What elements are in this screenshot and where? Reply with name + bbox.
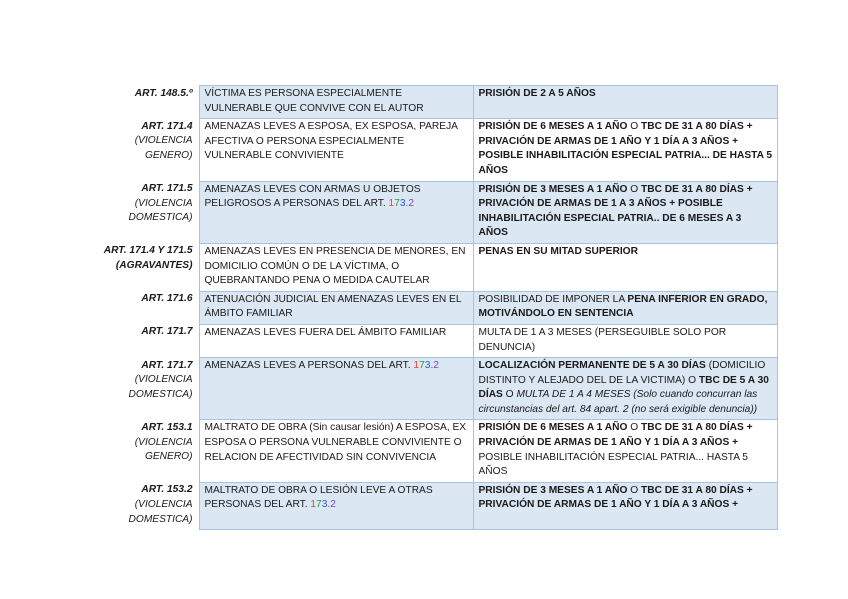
table-row (84, 119, 777, 181)
article-cell: ART. 171.6 (84, 291, 199, 324)
table-row (84, 482, 777, 529)
description-cell: AMENAZAS LEVES FUERA DEL ÁMBITO FAMILIAR (199, 324, 473, 357)
penalties-table (84, 85, 778, 530)
penalty-cell: PRISIÓN DE 3 MESES A 1 AÑO O TBC DE 31 A 80 DÍAS + PRIVACIÓN DE ARMAS DE 1 A 3 AÑOS + POSIBLE INHABILITACIÓN ESPECIAL PATRIA.. DE 6 MESES A 3 AÑOS (473, 181, 777, 243)
article-cell: ART. 171.4 (VIOLENCIA GENERO) (84, 119, 199, 181)
description-cell: ATENUACIÓN JUDICIAL EN AMENAZAS LEVES EN EL ÁMBITO FAMILIAR (199, 291, 473, 324)
description-cell: AMENAZAS LEVES EN PRESENCIA DE MENORES, EN DOMICILIO COMÚN O DE LA VÍCTIMA, O QUEBRANTANDO PENA O MEDIDA CAUTELAR (199, 243, 473, 291)
penalties-table-body (84, 86, 777, 530)
table-row (84, 243, 777, 291)
table-row (84, 420, 777, 482)
description-cell: MALTRATO DE OBRA (Sin causar lesión) A ESPOSA, EX ESPOSA O PERSONA VULNERABLE CONVIVIENTE O RELACION DE AFECTIVIDAD SIN CONVIVENCIA (199, 420, 473, 482)
description-cell: MALTRATO DE OBRA O LESIÓN LEVE A OTRAS PERSONAS DEL ART. 173.2 (199, 482, 473, 529)
table-row (84, 86, 777, 119)
penalty-cell: MULTA DE 1 A 3 MESES (PERSEGUIBLE SOLO POR DENUNCIA) (473, 324, 777, 357)
description-cell: AMENAZAS LEVES A ESPOSA, EX ESPOSA, PAREJA AFECTIVA O PERSONA ESPECIALMENTE VULNERABLE CONVIVIENTE (199, 119, 473, 181)
article-cell: ART. 153.2 (VIOLENCIA DOMESTICA) (84, 482, 199, 529)
penalty-cell: POSIBILIDAD DE IMPONER LA PENA INFERIOR EN GRADO, MOTIVÁNDOLO EN SENTENCIA (473, 291, 777, 324)
article-cell: ART. 171.7 (VIOLENCIA DOMESTICA) (84, 358, 199, 420)
penalty-cell: PRISIÓN DE 2 A 5 AÑOS (473, 86, 777, 119)
penalty-cell: PRISIÓN DE 3 MESES A 1 AÑO O TBC DE 31 A 80 DÍAS + PRIVACIÓN DE ARMAS DE 1 AÑO Y 1 DÍA A 3 AÑOS + (473, 482, 777, 529)
penalty-cell: PRISIÓN DE 6 MESES A 1 AÑO O TBC DE 31 A 80 DÍAS + PRIVACIÓN DE ARMAS DE 1 AÑO Y 1 DÍA A 3 AÑOS + POSIBLE INHABILITACIÓN ESPECIAL PATRIA... HASTA 5 AÑOS (473, 420, 777, 482)
penalty-cell: PRISIÓN DE 6 MESES A 1 AÑO O TBC DE 31 A 80 DÍAS + PRIVACIÓN DE ARMAS DE 1 AÑO Y 1 DÍA A 3 AÑOS + POSIBLE INHABILITACIÓN ESPECIAL PATRIA... DE HASTA 5 AÑOS (473, 119, 777, 181)
article-cell: ART. 171.5 (VIOLENCIA DOMESTICA) (84, 181, 199, 243)
description-cell: AMENAZAS LEVES A PERSONAS DEL ART. 173.2 (199, 358, 473, 420)
description-cell: VÍCTIMA ES PERSONA ESPECIALMENTE VULNERABLE QUE CONVIVE CON EL AUTOR (199, 86, 473, 119)
table-row (84, 291, 777, 324)
table-row (84, 181, 777, 243)
penalty-cell: LOCALIZACIÓN PERMANENTE DE 5 A 30 DÍAS (DOMICILIO DISTINTO Y ALEJADO DEL DE LA VICTIMA) O TBC DE 5 A 30 DÍAS O MULTA DE 1 A 4 MESES (Solo cuando concurran las circunstancias del art. 84 apart. 2 (no será exigible denuncia)) (473, 358, 777, 420)
description-cell: AMENAZAS LEVES CON ARMAS U OBJETOS PELIGROSOS A PERSONAS DEL ART. 173.2 (199, 181, 473, 243)
article-cell: ART. 171.7 (84, 324, 199, 357)
article-cell: ART. 171.4 Y 171.5 (AGRAVANTES) (84, 243, 199, 291)
article-cell: ART. 148.5.º (84, 86, 199, 119)
table-row (84, 324, 777, 357)
penalty-cell: PENAS EN SU MITAD SUPERIOR (473, 243, 777, 291)
table-row (84, 358, 777, 420)
article-cell: ART. 153.1 (VIOLENCIA GENERO) (84, 420, 199, 482)
